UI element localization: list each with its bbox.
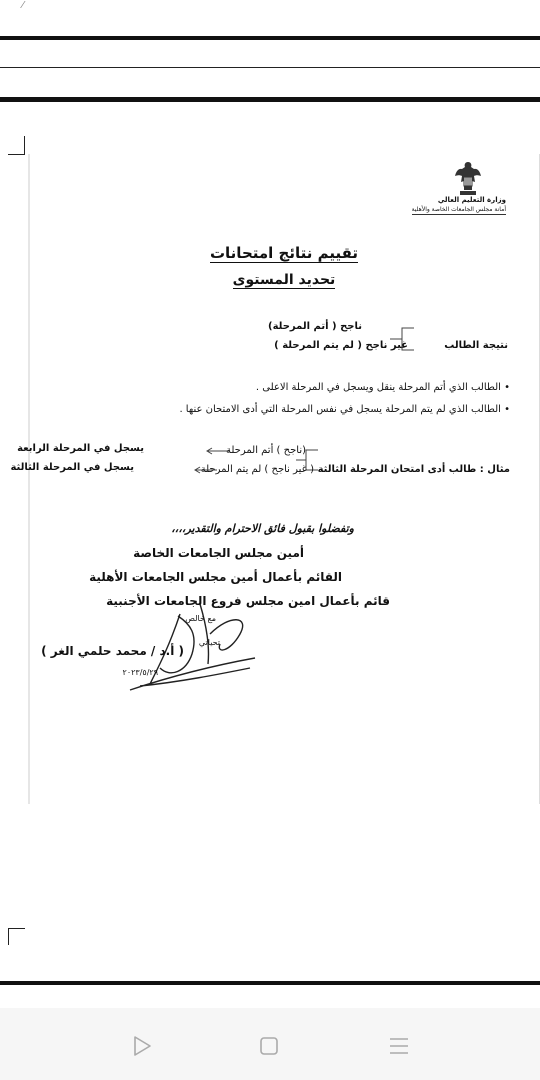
- android-navigation-bar: [0, 1008, 540, 1080]
- divider-bottom: [0, 981, 540, 985]
- closing-line: وتفضلوا بقبول فائق الاحترام والتقدير،،،،: [171, 522, 354, 535]
- example-pass: (ناجح ) أتم المرحلة: [226, 445, 306, 456]
- document-title: [28, 244, 540, 262]
- divider-header-bottom: [0, 97, 540, 102]
- note-fail: • الطالب الذي لم يتم المرحلة يسجل في نفس المرحلة التي أدى الامتحان عنها .: [179, 404, 510, 415]
- crop-mark-top-left: [8, 136, 25, 155]
- arrow-left-icon: [192, 466, 218, 474]
- result-label: نتيجة الطالب: [444, 340, 508, 351]
- example-fail-destination: يسجل في المرحلة الثالثة: [10, 462, 134, 473]
- result-fail: غير ناجح ( لم يتم المرحلة ): [274, 340, 408, 351]
- status-mark: ⁄: [22, 0, 24, 11]
- signatory-title-1: أمين مجلس الجامعات الخاصة: [133, 546, 304, 560]
- result-brace-icon: [388, 322, 416, 356]
- divider-thin: [0, 67, 540, 68]
- home-square-icon[interactable]: [257, 1034, 281, 1058]
- document-subtitle: [28, 272, 540, 288]
- egypt-eagle-emblem-icon: [453, 160, 483, 198]
- arrow-left-icon: [204, 447, 230, 455]
- example-label: مثال : طالب أدى امتحان المرحلة الثالثة: [317, 464, 510, 475]
- document-date: ٢٠٢٣/٥/٢٩: [122, 668, 158, 677]
- result-pass: ناجح ( أتم المرحلة): [268, 321, 362, 332]
- back-triangle-icon[interactable]: [130, 1034, 154, 1058]
- document-subtitle-text: تحديد المستوى: [232, 272, 336, 288]
- ministry-name: وزارة التعليم العالي: [437, 196, 506, 204]
- example-pass-destination: يسجل في المرحلة الرابعة: [17, 443, 144, 454]
- signatory-title-3: قائم بأعمال امين مجلس فروع الجامعات الأجنبية: [106, 594, 390, 608]
- menu-lines-icon[interactable]: [387, 1034, 411, 1058]
- signer-name: ( أ.د / محمد حلمي الغر ): [41, 644, 184, 658]
- divider-top: [0, 36, 540, 40]
- example-fail: ( غير ناجح ) لم يتم المرحلة: [200, 464, 314, 475]
- crop-mark-bottom-left: [8, 928, 25, 945]
- secretariat-name: أمانة مجلس الجامعات الخاصة والأهلية: [411, 206, 506, 213]
- document-title-text: تقييم نتائج امتحانات: [209, 244, 359, 262]
- signatory-title-2: القائم بأعمال أمين مجلس الجامعات الأهلية: [89, 570, 342, 584]
- scanned-document: [10, 154, 540, 804]
- note-pass: • الطالب الذي أتم المرحلة ينقل ويسجل في المرحلة الاعلى .: [255, 382, 510, 393]
- regards-line-2: تحياتي: [198, 638, 220, 647]
- regards-line-1: مع خالص: [185, 614, 216, 623]
